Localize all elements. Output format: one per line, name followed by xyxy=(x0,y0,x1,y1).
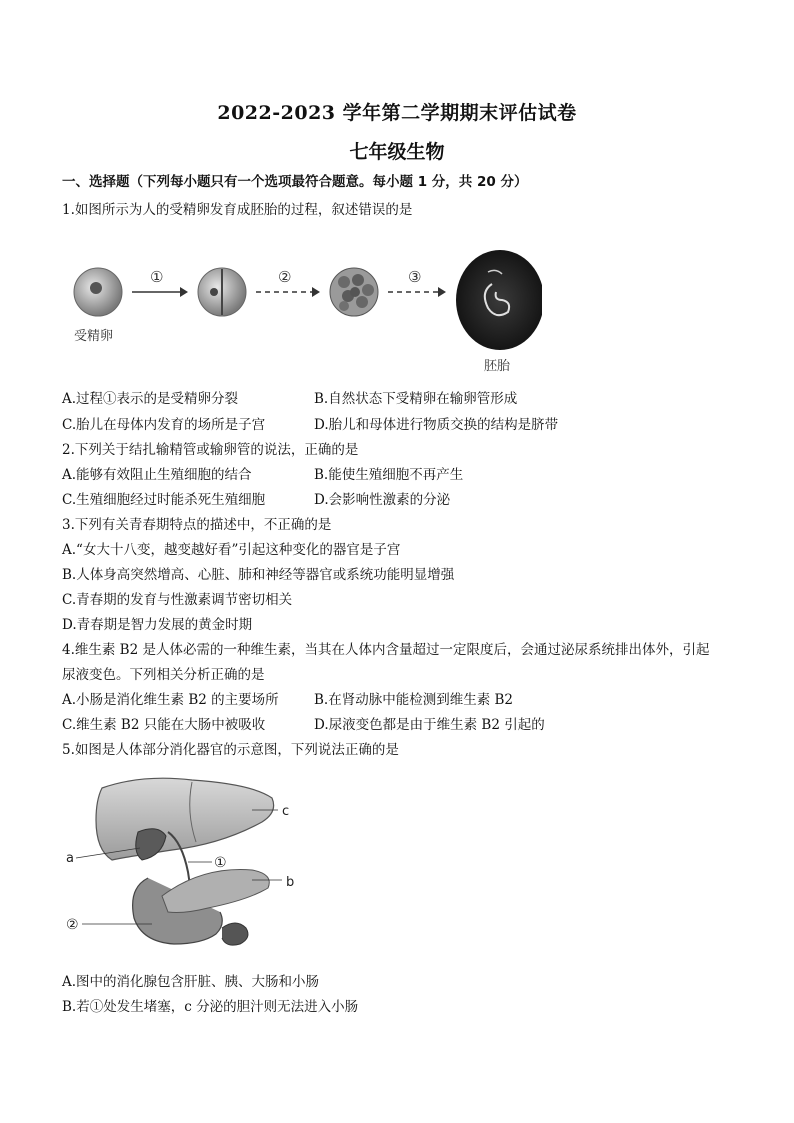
label-a: a xyxy=(66,851,74,866)
label-b: b xyxy=(286,875,295,890)
zygote-label: 受精卵 xyxy=(74,329,114,344)
q4-option-b: B.在肾动脉中能检测到维生素 B2 xyxy=(314,692,514,708)
q3-option-b: B.人体身高突然增高、心脏、肺和神经等器官或系统功能明显增强 xyxy=(62,567,455,583)
digestive-organs-figure xyxy=(62,768,312,960)
q4-option-c: C.维生素 B2 只能在大肠中被吸收 xyxy=(62,717,266,733)
q3-option-c: C.青春期的发育与性激素调节密切相关 xyxy=(62,592,293,608)
morula-cell xyxy=(330,268,378,316)
q3-option-d: D.青春期是智力发展的黄金时期 xyxy=(62,617,253,633)
q2-option-a: A.能够有效阻止生殖细胞的结合 xyxy=(62,467,252,483)
q2-option-c: C.生殖细胞经过时能杀死生殖细胞 xyxy=(62,492,266,508)
exam-title: 2022-2023 学年第二学期期末评估试卷 xyxy=(217,102,577,124)
pancreas-shape xyxy=(162,870,269,913)
q1-option-b: B.自然状态下受精卵在输卵管形成 xyxy=(314,391,518,407)
label-c: c xyxy=(282,804,290,819)
step2-label: ② xyxy=(278,268,292,286)
q1-option-a: A.过程①表示的是受精卵分裂 xyxy=(62,391,239,407)
embryo-sac xyxy=(456,250,542,350)
exam-subtitle: 七年级生物 xyxy=(349,141,445,163)
q1-option-d: D.胎儿和母体进行物质交换的结构是脐带 xyxy=(314,417,559,433)
q2-option-b: B.能使生殖细胞不再产生 xyxy=(314,467,464,483)
q5-stem: 5.如图是人体部分消化器官的示意图，下列说法正确的是 xyxy=(62,742,399,758)
q2-option-d: D.会影响性激素的分泌 xyxy=(314,492,451,508)
q5-option-a: A.图中的消化腺包含肝脏、胰、大肠和小肠 xyxy=(62,974,320,990)
q4-option-d: D.尿液变色都是由于维生素 B2 引起的 xyxy=(314,717,545,733)
q3-stem: 3.下列有关青春期特点的描述中，不正确的是 xyxy=(62,517,332,533)
q2-stem: 2.下列关于结扎输精管或输卵管的说法，正确的是 xyxy=(62,442,359,458)
section-heading: 一、选择题（下列每小题只有一个选项最符合题意。每小题 1 分，共 20 分） xyxy=(62,174,528,190)
two-cell-embryo xyxy=(198,268,246,316)
liver-shape xyxy=(96,778,274,860)
label-2: ② xyxy=(66,917,79,933)
step3-label: ③ xyxy=(408,268,422,286)
embryo-label: 胚胎 xyxy=(484,359,511,374)
zygote-cell xyxy=(74,268,122,316)
q4-stem-line2: 尿液变色。下列相关分析正确的是 xyxy=(62,667,265,683)
embryo-development-figure xyxy=(62,232,542,376)
gallbladder-shape xyxy=(136,829,166,860)
q4-option-a: A.小肠是消化维生素 B2 的主要场所 xyxy=(62,692,279,708)
q1-option-c: C.胎儿在母体内发育的场所是子宫 xyxy=(62,417,266,433)
q1-stem: 1.如图所示为人的受精卵发育成胚胎的过程，叙述错误的是 xyxy=(62,202,413,218)
q5-option-b: B.若①处发生堵塞，c 分泌的胆汁则无法进入小肠 xyxy=(62,999,359,1015)
q3-option-a: A.“女大十八变，越变越好看”引起这种变化的器官是子宫 xyxy=(62,542,401,558)
q4-stem-line1: 4.维生素 B2 是人体必需的一种维生素，当其在人体内含量超过一定限度后，会通过泌尿系统排出体外，引起 xyxy=(62,642,710,658)
step1-label: ① xyxy=(150,268,164,286)
label-1: ① xyxy=(214,855,227,871)
